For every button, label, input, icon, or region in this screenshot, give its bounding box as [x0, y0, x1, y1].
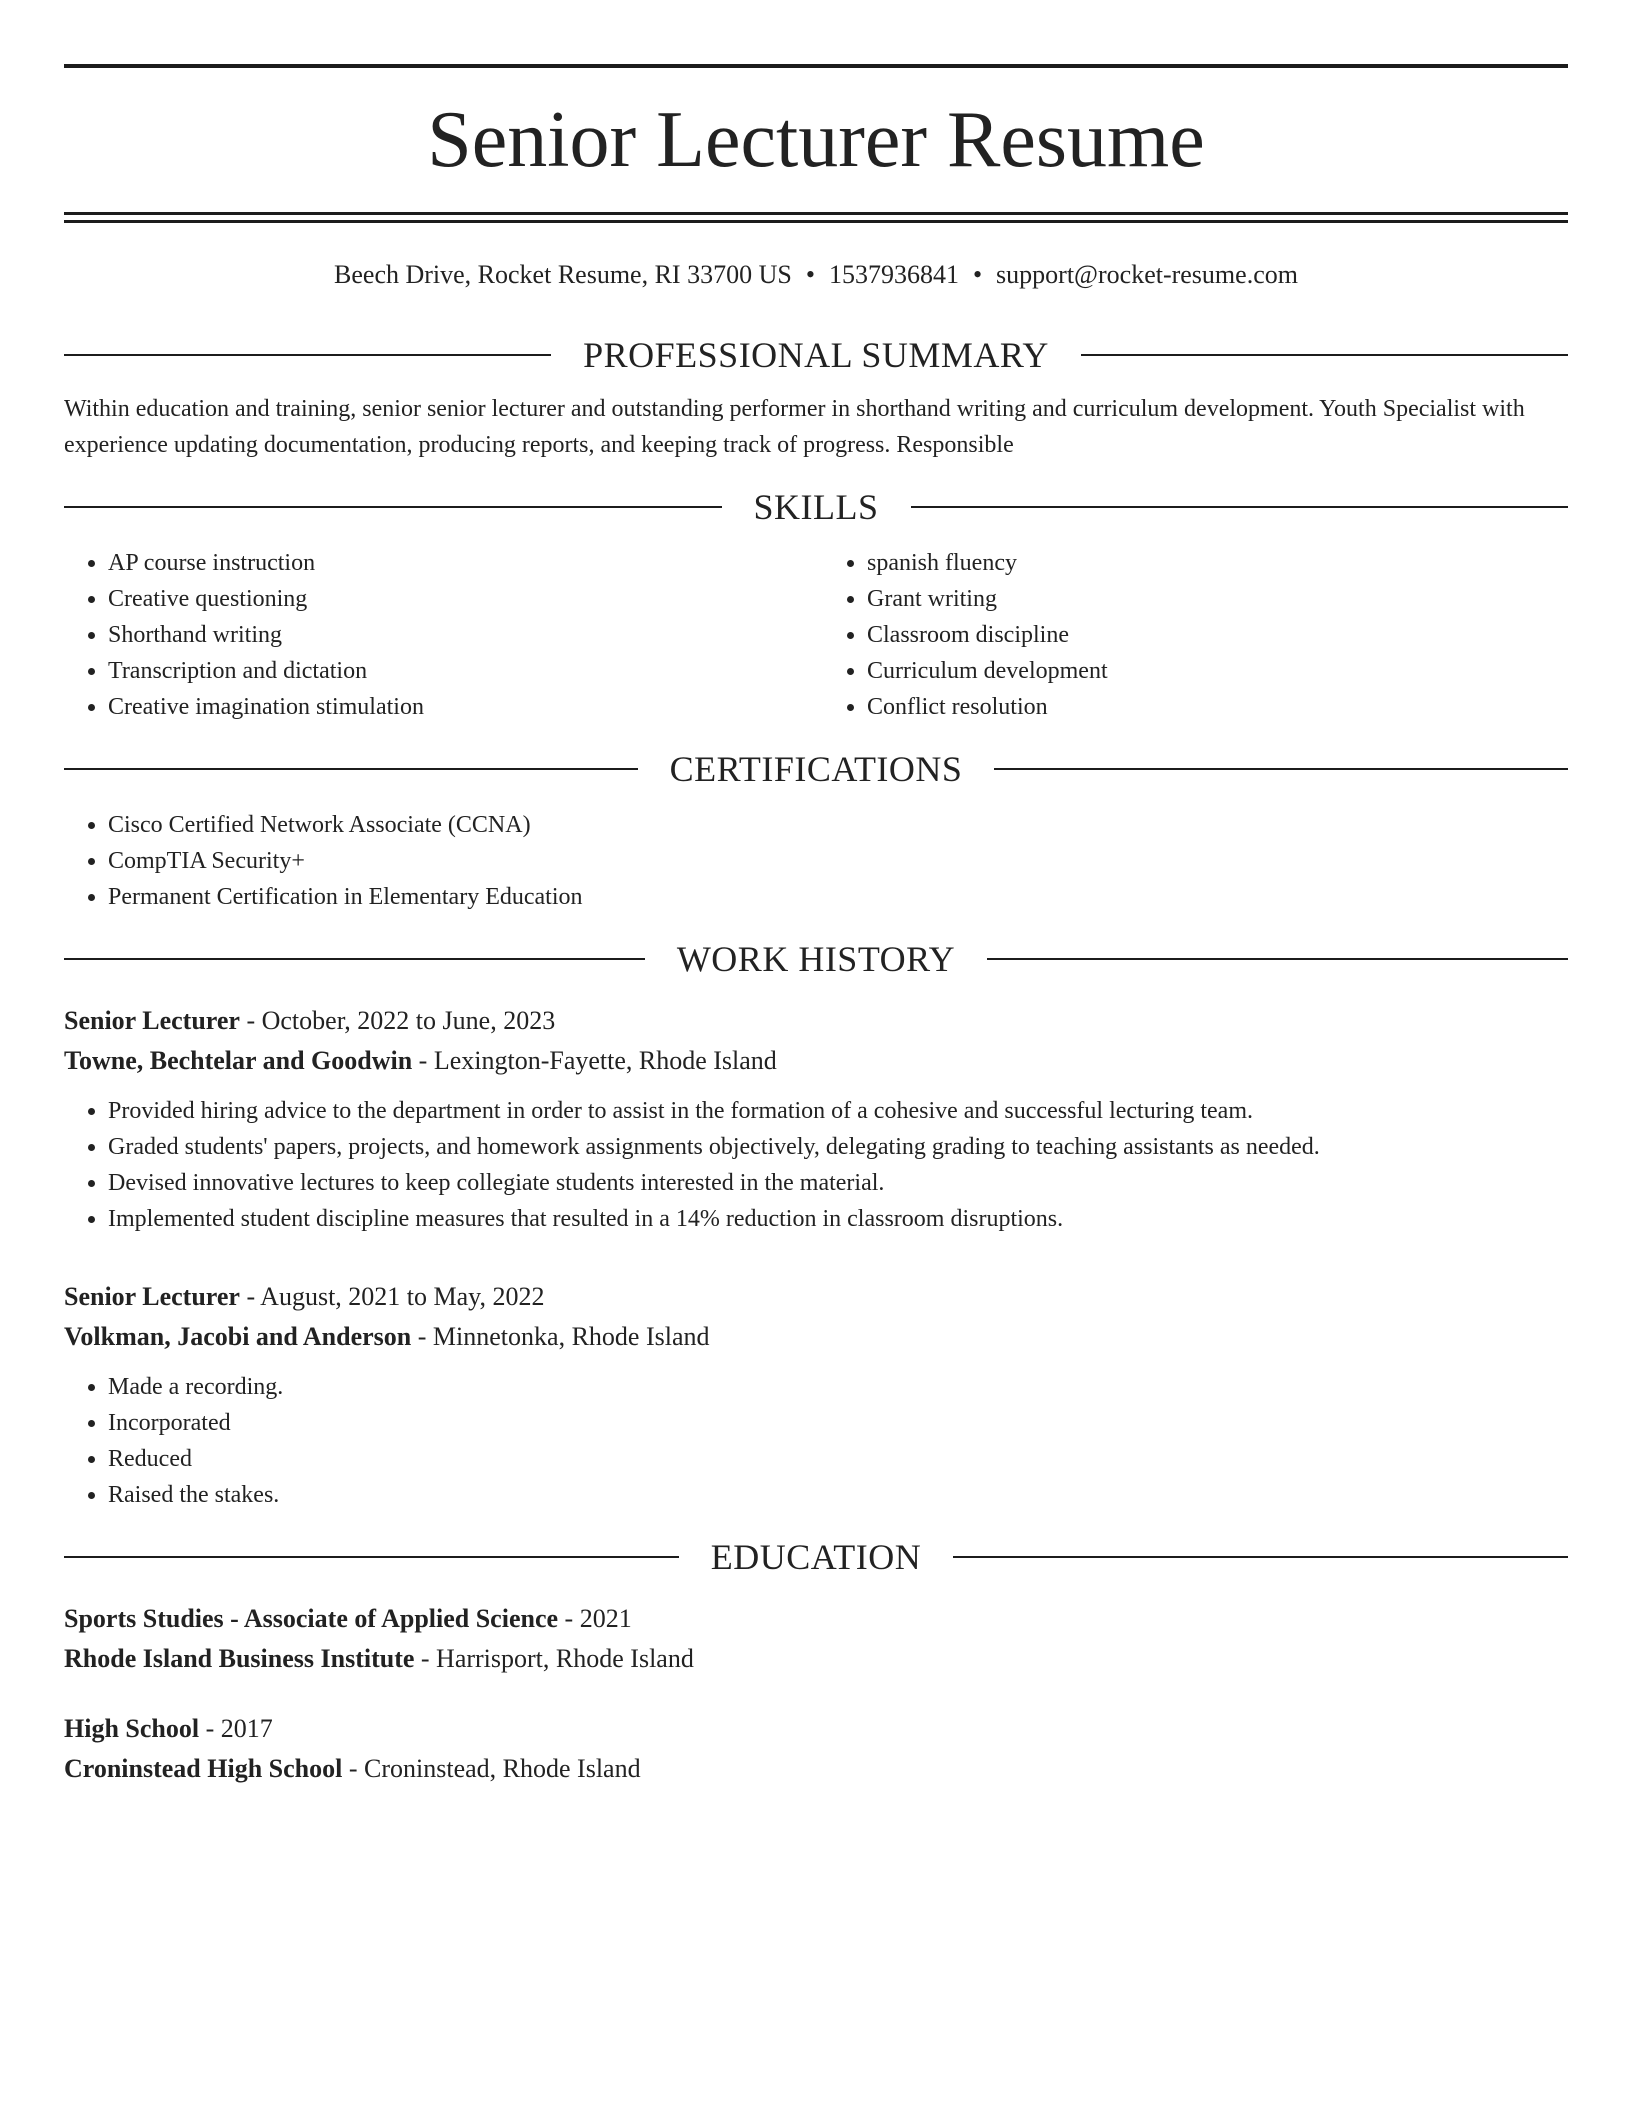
section-title: CERTIFICATIONS — [669, 749, 963, 789]
skill-item: • AP course instruction — [108, 545, 816, 581]
education-entry — [64, 1599, 1568, 1679]
certification-item: • Permanent Certification in Elementary Education — [108, 879, 1568, 915]
contact-separator: • — [805, 260, 815, 289]
section-title: SKILLS — [753, 487, 879, 527]
job-title: Senior Lecturer — [64, 1006, 240, 1035]
job-bullet: • Made a recording. — [108, 1369, 1568, 1405]
skill-item: • Transcription and dictation — [108, 653, 816, 689]
job-title-line — [64, 1001, 1568, 1041]
resume-page — [64, 64, 1568, 1789]
job-company-line — [64, 1041, 1568, 1081]
section-header-work — [64, 937, 1568, 981]
job-bullet: • Implemented student discipline measures that resulted in a 14% reduction in classroom disruptions. — [108, 1201, 1568, 1237]
work-entry — [64, 1001, 1568, 1237]
skill-item: • spanish fluency — [867, 545, 1568, 581]
resume-title: Senior Lecturer Resume — [427, 96, 1205, 184]
job-dates: - October, 2022 to June, 2023 — [239, 1006, 556, 1035]
education-entry — [64, 1709, 1568, 1789]
section-header-education — [64, 1535, 1568, 1579]
degree-line — [64, 1709, 1568, 1749]
skills-list — [64, 545, 1568, 725]
degree-year: - 2021 — [558, 1604, 632, 1633]
job-bullet: • Graded students' papers, projects, and homework assignments objectively, delegating grading to teaching assistants as needed. — [108, 1129, 1568, 1165]
school: Croninstead High School — [64, 1754, 343, 1783]
skill-item: • Conflict resolution — [867, 689, 1568, 725]
job-title-line — [64, 1277, 1568, 1317]
certifications-list — [64, 807, 1568, 915]
contact-separator: • — [972, 260, 983, 289]
school-line — [64, 1639, 1568, 1679]
job-company: Volkman, Jacobi and Anderson — [64, 1322, 412, 1351]
certification-item: • CompTIA Security+ — [108, 843, 1568, 879]
summary-text: Within education and training, senior senior lecturer and outstanding performer in shorthand writing and curriculum development. Youth Specialist with experience updating documentation, producing reports, and keeping track of progress. Responsible — [64, 396, 1525, 458]
job-bullet: • Reduced — [108, 1441, 1568, 1477]
skill-item: • Creative questioning — [108, 581, 816, 617]
job-bullet: • Devised innovative lectures to keep collegiate students interested in the material. — [108, 1165, 1568, 1201]
skill-item: • Creative imagination stimulation — [108, 689, 816, 725]
skills-column-right — [816, 545, 1568, 725]
section-title: WORK HISTORY — [676, 939, 956, 979]
skill-item: • Classroom discipline — [867, 617, 1568, 653]
section-header-certifications — [64, 747, 1568, 791]
job-bullets — [64, 1093, 1568, 1237]
job-dates: - August, 2021 to May, 2022 — [239, 1282, 545, 1311]
contact-address: Beech Drive, Rocket Resume, RI 33700 US — [334, 260, 792, 289]
school-line — [64, 1749, 1568, 1789]
section-header-skills — [64, 485, 1568, 529]
degree-line — [64, 1599, 1568, 1639]
section-title: EDUCATION — [710, 1537, 922, 1577]
job-bullets — [64, 1369, 1568, 1513]
job-location: - Lexington-Fayette, Rhode Island — [412, 1046, 777, 1075]
title-double-rule — [64, 212, 1568, 223]
skill-item: • Shorthand writing — [108, 617, 816, 653]
school-location: - Harrisport, Rhode Island — [414, 1644, 694, 1673]
job-location: - Minnetonka, Rhode Island — [411, 1322, 710, 1351]
job-company: Towne, Bechtelar and Goodwin — [64, 1046, 413, 1075]
certification-item: • Cisco Certified Network Associate (CCNA) — [108, 807, 1568, 843]
job-company-line — [64, 1317, 1568, 1357]
degree-year: - 2017 — [199, 1714, 273, 1743]
work-entry — [64, 1277, 1568, 1513]
contact-phone: 1537936841 — [828, 260, 959, 289]
section-title: PROFESSIONAL SUMMARY — [583, 335, 1049, 375]
skill-item: • Curriculum development — [867, 653, 1568, 689]
job-title: Senior Lecturer — [64, 1282, 240, 1311]
job-bullet: • Provided hiring advice to the department in order to assist in the formation of a cohesive and successful lecturing team. — [108, 1093, 1568, 1129]
degree: High School — [64, 1714, 200, 1743]
skill-item: • Grant writing — [867, 581, 1568, 617]
school-location: - Croninstead, Rhode Island — [342, 1754, 641, 1783]
contact-email: support@rocket-resume.com — [996, 260, 1298, 289]
section-header-summary — [64, 333, 1568, 377]
skills-column-left — [64, 545, 816, 725]
job-bullet: • Incorporated — [108, 1405, 1568, 1441]
degree: Sports Studies - Associate of Applied Science — [64, 1604, 559, 1633]
school: Rhode Island Business Institute — [64, 1644, 415, 1673]
job-bullet: • Raised the stakes. — [108, 1477, 1568, 1513]
contact-line — [64, 257, 1568, 293]
